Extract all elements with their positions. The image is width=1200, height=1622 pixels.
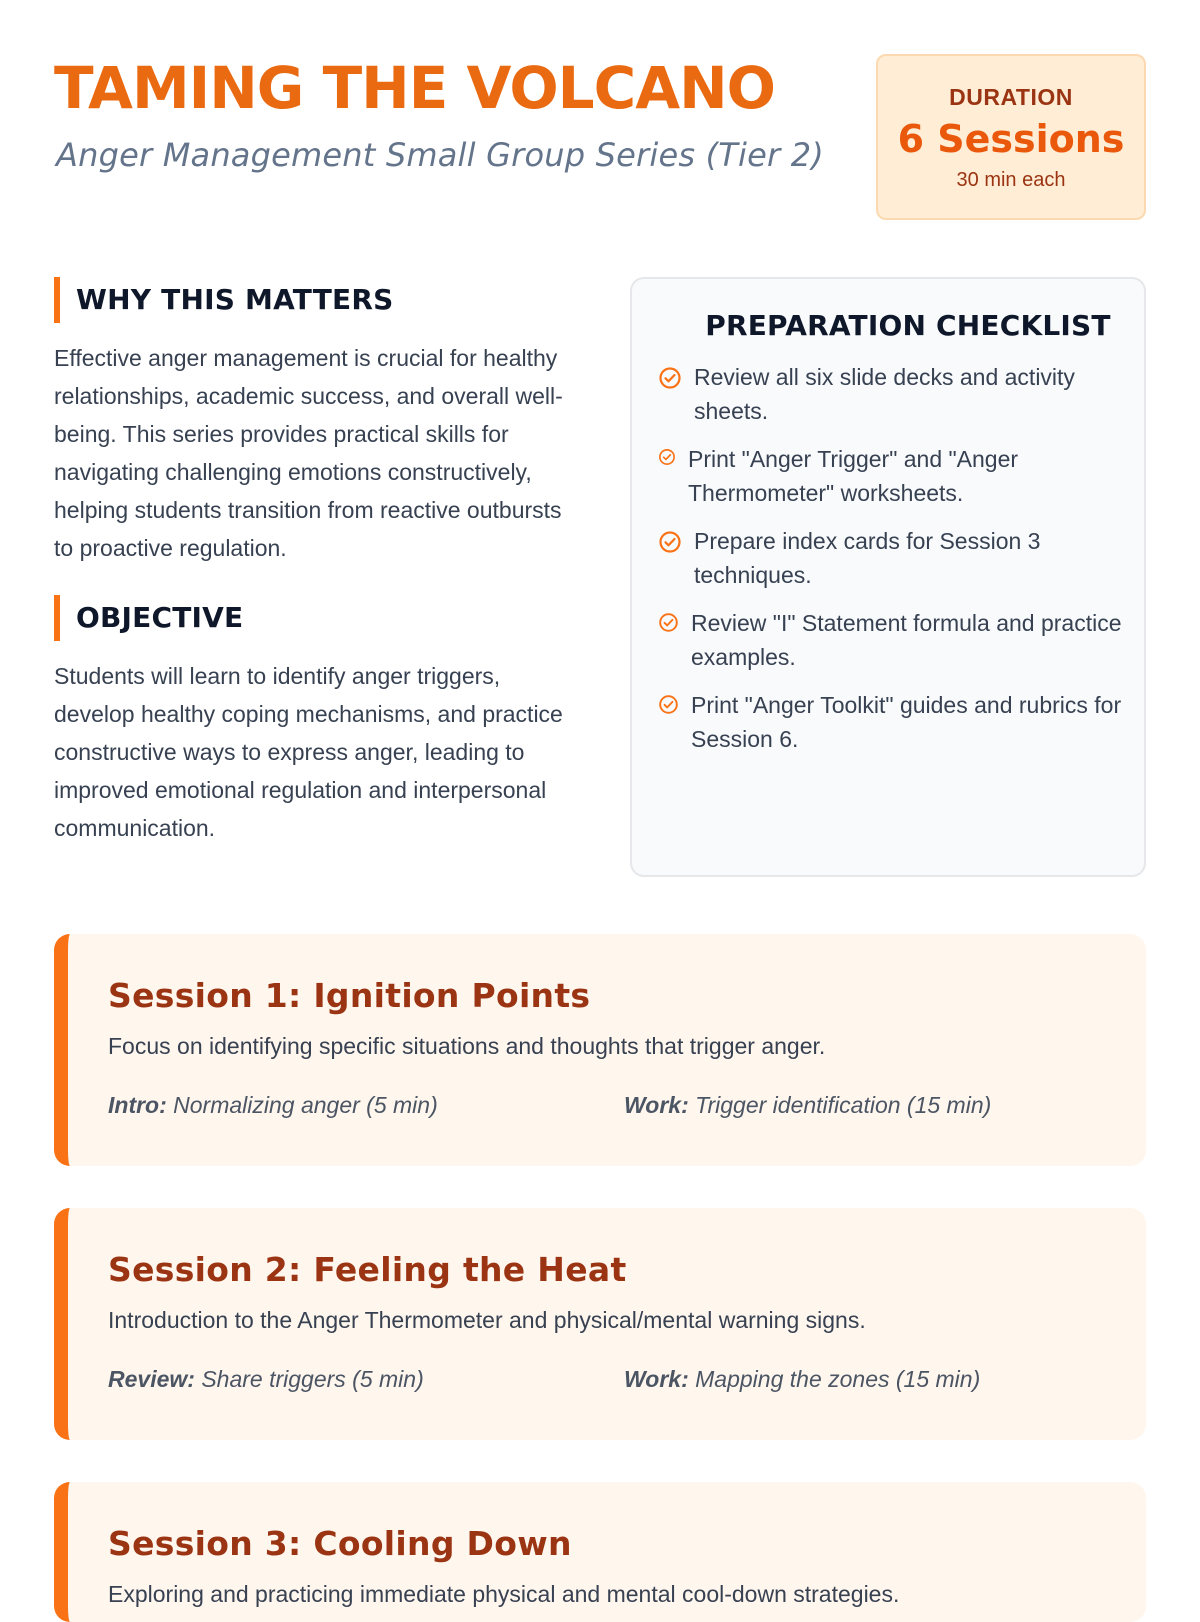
session-card-2 <box>54 1208 1146 1440</box>
session-description: Focus on identifying specific situations and thoughts that trigger anger. <box>108 1033 826 1059</box>
checklist-item <box>658 606 1124 674</box>
session-work: Work: Mapping the zones (15 min) <box>624 1366 981 1392</box>
checklist-item-text: Review "I" Statement formula and practice examples. <box>691 610 1122 670</box>
session-title: Session 1: Ignition Points <box>108 976 591 1015</box>
session-title: Session 3: Cooling Down <box>108 1524 572 1563</box>
preparation-checklist <box>630 277 1146 877</box>
header <box>54 52 1146 232</box>
why-body: Effective anger management is crucial for healthy relationships, academic success, and overall well-being. This series provides practical skills for navigating challenging emotions constructively, helping students transition from reactive outbursts to proactive regulation. <box>54 345 563 561</box>
check-circle-icon <box>658 448 676 471</box>
session-intro: Intro: Normalizing anger (5 min) <box>108 1092 438 1118</box>
intro-column <box>54 277 574 847</box>
duration-label: DURATION <box>949 84 1073 110</box>
session-card-1 <box>54 934 1146 1166</box>
check-circle-icon <box>658 612 679 638</box>
duration-value: 6 Sessions <box>897 117 1125 161</box>
checklist-list <box>632 360 1144 756</box>
duration-card <box>876 54 1146 220</box>
session-title: Session 2: Feeling the Heat <box>108 1250 627 1289</box>
check-circle-icon <box>658 694 679 720</box>
session-card-3 <box>54 1482 1146 1622</box>
page-subtitle: Anger Management Small Group Series (Tier 2) <box>56 136 824 174</box>
objective-heading: OBJECTIVE <box>54 595 574 641</box>
checklist-item <box>658 360 1124 428</box>
checklist-item-text: Prepare index cards for Session 3 techniques. <box>694 528 1041 588</box>
checklist-item-text: Print "Anger Toolkit" guides and rubrics for Session 6. <box>691 692 1122 752</box>
page-title: TAMING THE VOLCANO <box>54 54 775 122</box>
checklist-item <box>658 442 1124 510</box>
session-review: Review: Share triggers (5 min) <box>108 1366 424 1392</box>
why-heading: WHY THIS MATTERS <box>54 277 574 323</box>
check-circle-icon <box>658 366 682 395</box>
session-description: Introduction to the Anger Thermometer and physical/mental warning signs. <box>108 1307 866 1333</box>
duration-sub: 30 min each <box>956 169 1066 191</box>
checklist-heading: PREPARATION CHECKLIST <box>705 309 1111 342</box>
session-work: Work: Trigger identification (15 min) <box>624 1092 992 1118</box>
checklist-item-text: Review all six slide decks and activity sheets. <box>694 364 1075 424</box>
checklist-item <box>658 688 1124 756</box>
objective-body: Students will learn to identify anger triggers, develop healthy coping mechanisms, and practice constructive ways to express anger, leading to improved emotional regulation and interpersonal communication. <box>54 663 563 841</box>
session-description: Exploring and practicing immediate physical and mental cool-down strategies. <box>108 1581 900 1607</box>
checklist-item <box>658 524 1124 592</box>
checklist-item-text: Print "Anger Trigger" and "Anger Thermometer" worksheets. <box>688 446 1019 506</box>
check-circle-icon <box>658 530 682 559</box>
